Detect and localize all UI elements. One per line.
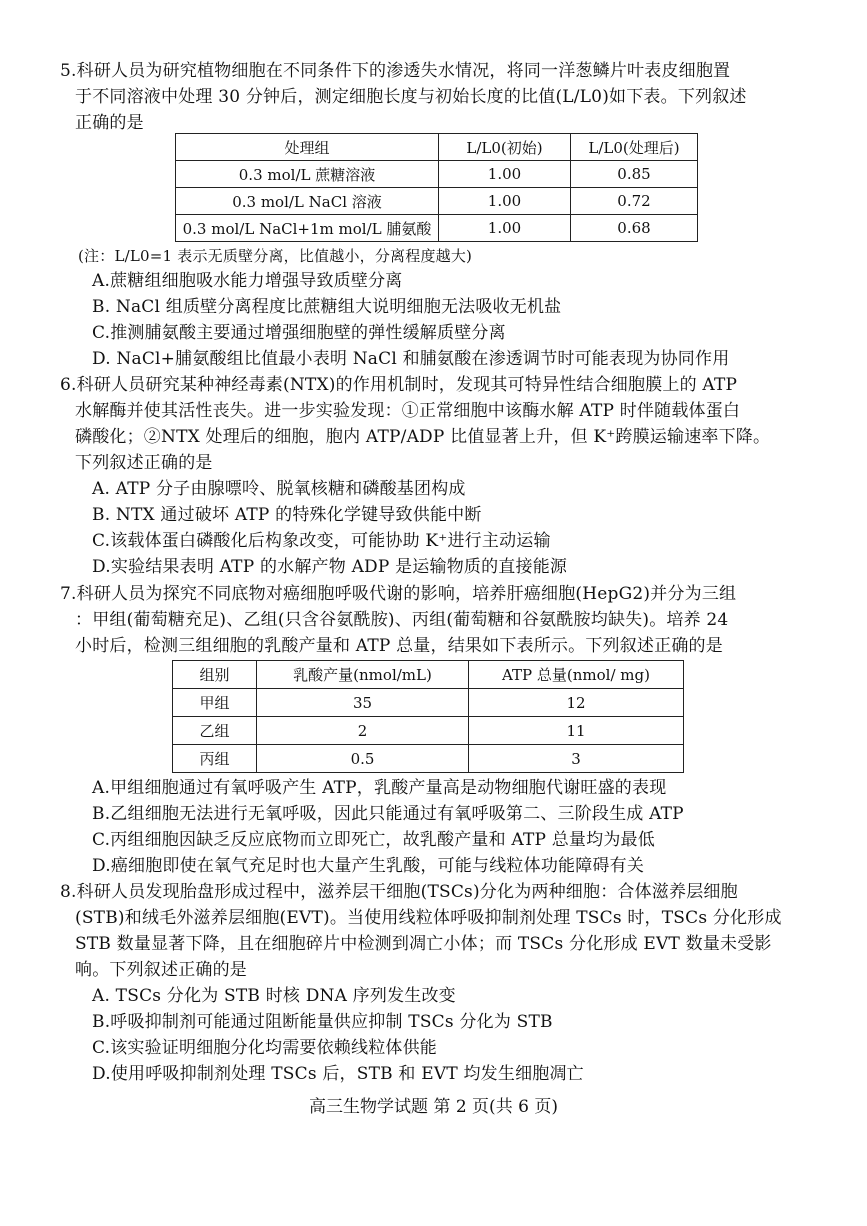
q7-stem-line-1: 7.科研人员为探究不同底物对癌细胞呼吸代谢的影响，培养肝癌细胞(HepG2)并分为三组 <box>60 584 737 604</box>
q8-stem-line-4: 响。下列叙述正确的是 <box>75 960 247 980</box>
q8-option-a: A. TSCs 分化为 STB 时核 DNA 序列发生改变 <box>92 986 456 1006</box>
table-header-cell: L/L0(初始) <box>439 134 571 161</box>
q5-note: (注：L/L0=1 表示无质壁分离，比值越小，分离程度越大) <box>78 247 473 265</box>
table-cell: 0.3 mol/L NaCl+1m mol/L 脯氨酸 <box>176 215 439 242</box>
q6-stem-line-2: 水解酶并使其活性丧失。进一步实验发现：①正常细胞中该酶水解 ATP 时伴随载体蛋白 <box>75 401 741 421</box>
table-cell: 0.68 <box>571 215 698 242</box>
page-footer: 高三生物学试题 第 2 页(共 6 页) <box>309 1097 558 1117</box>
q7-option-d: D.癌细胞即使在氧气充足时也大量产生乳酸，可能与线粒体功能障碍有关 <box>92 856 645 876</box>
table-row <box>173 689 684 717</box>
table-cell: 3 <box>469 745 684 773</box>
table-cell: 0.85 <box>571 161 698 188</box>
q8-stem-line-1: 8.科研人员发现胎盘形成过程中，滋养层干细胞(TSCs)分化为两种细胞：合体滋养层细胞 <box>60 882 738 902</box>
q8-option-b: B.呼吸抑制剂可能通过阻断能量供应抑制 TSCs 分化为 STB <box>92 1012 553 1032</box>
q5-stem-line-1: 5.科研人员为研究植物细胞在不同条件下的渗透失水情况，将同一洋葱鳞片叶表皮细胞置 <box>60 61 731 81</box>
q8-option-c: C.该实验证明细胞分化均需要依赖线粒体供能 <box>92 1038 438 1058</box>
q5-option-d: D. NaCl+脯氨酸组比值最小表明 NaCl 和脯氨酸在渗透调节时可能表现为协同作用 <box>92 349 730 369</box>
table-cell: 0.5 <box>257 745 469 773</box>
table-header-cell: ATP 总量(nmol/ mg) <box>469 661 684 689</box>
table-row <box>173 717 684 745</box>
q7-stem-line-3: 小时后，检测三组细胞的乳酸产量和 ATP 总量，结果如下表所示。下列叙述正确的是 <box>75 636 723 656</box>
q6-option-d: D.实验结果表明 ATP 的水解产物 ADP 是运输物质的直接能源 <box>92 557 568 577</box>
table-header-row <box>173 661 684 689</box>
q6-stem-line-1: 6.科研人员研究某种神经毒素(NTX)的作用机制时，发现其可特异性结合细胞膜上的 ATP <box>60 375 738 395</box>
table-cell: 1.00 <box>439 215 571 242</box>
table-row <box>176 215 698 242</box>
table-header-cell: L/L0(处理后) <box>571 134 698 161</box>
table-cell: 1.00 <box>439 188 571 215</box>
table-cell: 0.3 mol/L 蔗糖溶液 <box>176 161 439 188</box>
table-row <box>176 161 698 188</box>
table-cell: 丙组 <box>173 745 257 773</box>
table-cell: 1.00 <box>439 161 571 188</box>
q6-option-a: A. ATP 分子由腺嘌呤、脱氧核糖和磷酸基团构成 <box>92 479 466 499</box>
table-cell: 甲组 <box>173 689 257 717</box>
q5-option-b: B. NaCl 组质壁分离程度比蔗糖组大说明细胞无法吸收无机盐 <box>92 297 562 317</box>
table-header-cell: 处理组 <box>176 134 439 161</box>
table-cell: 11 <box>469 717 684 745</box>
table-cell: 0.72 <box>571 188 698 215</box>
table-cell: 乙组 <box>173 717 257 745</box>
q5-stem-line-3: 正确的是 <box>75 113 144 133</box>
q7-stem-line-2: ：甲组(葡萄糖充足)、乙组(只含谷氨酰胺)、丙组(葡萄糖和谷氨酰胺均缺失)。培养 24 <box>75 610 729 630</box>
q6-option-c: C.该载体蛋白磷酸化后构象改变，可能协助 K⁺进行主动运输 <box>92 531 551 551</box>
q7-option-c: C.丙组细胞因缺乏反应底物而立即死亡，故乳酸产量和 ATP 总量均为最低 <box>92 830 655 850</box>
q8-stem-line-3: STB 数量显著下降，且在细胞碎片中检测到凋亡小体；而 TSCs 分化形成 EVT 数量未受影 <box>75 934 772 954</box>
q5-stem-line-2: 于不同溶液中处理 30 分钟后，测定细胞长度与初始长度的比值(L/L0)如下表。下列叙述 <box>75 87 747 107</box>
q5-option-a: A.蔗糖组细胞吸水能力增强导致质壁分离 <box>92 271 403 291</box>
q7-option-a: A.甲组细胞通过有氧呼吸产生 ATP，乳酸产量高是动物细胞代谢旺盛的表现 <box>92 778 667 798</box>
q5-option-c: C.推测脯氨酸主要通过增强细胞壁的弹性缓解质壁分离 <box>92 323 506 343</box>
table-cell: 35 <box>257 689 469 717</box>
q6-stem-line-4: 下列叙述正确的是 <box>75 453 213 473</box>
q6-stem-line-3: 磷酸化；②NTX 处理后的细胞，胞内 ATP/ADP 比值显著上升，但 K⁺跨膜运输速率下降。 <box>75 427 771 447</box>
q8-stem-line-2: (STB)和绒毛外滋养层细胞(EVT)。当使用线粒体呼吸抑制剂处理 TSCs 时，TSCs 分化形成 <box>75 908 782 928</box>
q8-option-d: D.使用呼吸抑制剂处理 TSCs 后，STB 和 EVT 均发生细胞凋亡 <box>92 1064 584 1084</box>
table-row <box>176 188 698 215</box>
table-header-row <box>176 134 698 161</box>
q7-option-b: B.乙组细胞无法进行无氧呼吸，因此只能通过有氧呼吸第二、三阶段生成 ATP <box>92 804 684 824</box>
table-header-cell: 乳酸产量(nmol/mL) <box>257 661 469 689</box>
table-cell: 2 <box>257 717 469 745</box>
q7-table <box>172 660 684 773</box>
table-row <box>173 745 684 773</box>
table-cell: 0.3 mol/L NaCl 溶液 <box>176 188 439 215</box>
q5-table <box>175 133 698 242</box>
table-cell: 12 <box>469 689 684 717</box>
q6-option-b: B. NTX 通过破坏 ATP 的特殊化学键导致供能中断 <box>92 505 482 525</box>
table-header-cell: 组别 <box>173 661 257 689</box>
